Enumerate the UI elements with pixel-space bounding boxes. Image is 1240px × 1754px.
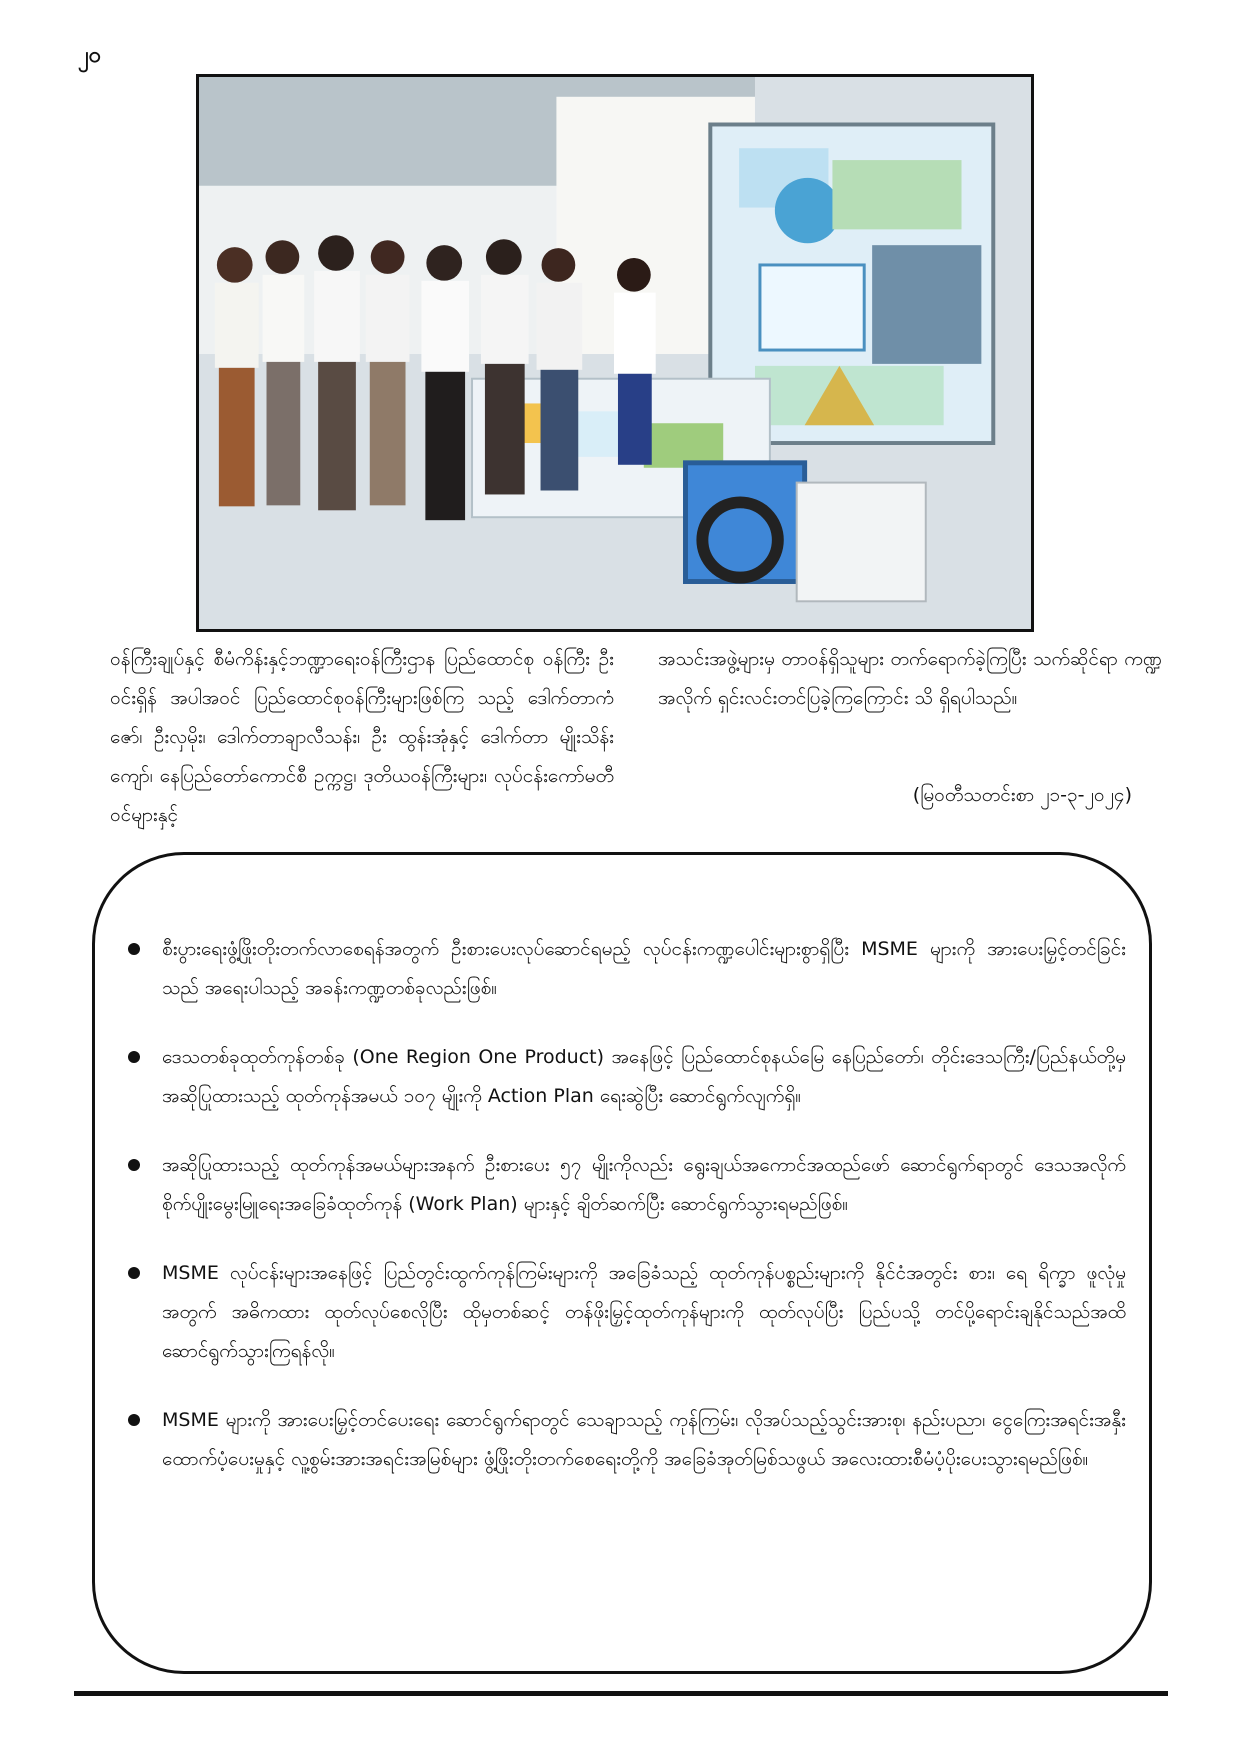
attendee-longyi <box>318 362 356 510</box>
bullet-icon <box>128 1267 140 1279</box>
attendee-shirt <box>215 283 259 368</box>
bullet-text: စီးပွားရေးဖွံ့ဖြိုးတိုးတက်လာစေရန်အတွက် ဦးစားပေးလုပ်ဆောင်ရမည့် လုပ်ငန်းကဏ္ဍပေါင်းများစွာရှိပြီး MSME များကို အားပေးမြှင့်တင်ခြင်းသည် အရေးပါသည့် အခန်းကဏ္ဍတစ်ခုလည်းဖြစ်။ <box>162 938 1126 999</box>
caption-source: (မြဝတီသတင်းစာ ၂၁-၃-၂၀၂၄) <box>912 784 1132 806</box>
attendee-head <box>617 258 651 292</box>
bullet-item <box>118 1146 1126 1224</box>
screen-circle <box>775 178 841 243</box>
attendee-longyi <box>267 362 301 505</box>
bullet-icon <box>128 1414 140 1426</box>
attendee-longyi <box>370 362 406 505</box>
attendee-shirt <box>421 281 469 372</box>
bullet-text: အဆိုပြုထားသည့် ထုတ်ကုန်အမယ်များအနက် ဦးစားပေး ၅၇ မျိုးကိုလည်း ရွေးချယ်အကောင်အထည်ဖော် ဆောင်ရွက်ရာတွင် ဒေသအလိုက် စိုက်ပျိုးမွေးမြူရေးအခြေခံထုတ်ကုန် (Work Plan) များနှင့် ချိတ်ဆက်ပြီး ဆောင်ရွက်သွားရမည်ဖြစ်။ <box>162 1154 1126 1215</box>
bullet-item <box>118 1038 1126 1116</box>
attendee-shirt <box>366 275 410 362</box>
attendee-skirt <box>618 374 652 465</box>
attendee-shirt <box>481 275 529 364</box>
bullet-item <box>118 930 1126 1008</box>
bullet-icon <box>128 943 140 955</box>
attendee-head <box>542 248 576 282</box>
bullet-item <box>118 1254 1126 1371</box>
bullet-icon <box>128 1051 140 1063</box>
screen-photo-panel <box>872 245 981 364</box>
display-board <box>797 483 926 602</box>
bullet-text: MSME များကို အားပေးမြှင့်တင်ပေးရေး ဆောင်ရွက်ရာတွင် သေချာသည့် ကုန်ကြမ်း၊ လိုအပ်သည့်သွင်းအားစု၊ နည်းပညာ၊ ငွေကြေးအရင်းအနှီး ထောက်ပံ့ပေးမှုနှင့် လူ့စွမ်းအားအရင်းအမြစ်များ ဖွံ့ဖြိုးတိုးတက်စေရေးတို့ကို အခြေခံအုတ်မြစ်သဖွယ် အလေးထားစီမံပံ့ပိုးပေးသွားရမည်ဖြစ်။ <box>162 1409 1126 1470</box>
attendee-shirt <box>314 271 360 362</box>
attendee-head <box>318 235 354 271</box>
bullet-text: MSME လုပ်ငန်းများအနေဖြင့် ပြည်တွင်းထွက်ကုန်ကြမ်းများကို အခြေခံသည့် ထုတ်ကုန်ပစ္စည်းများကို နိုင်ငံအတွင်း စား၊ ရေ ရိက္ခာ ဖူလုံမှုအတွက် အဓိကထား ထုတ်လုပ်စေလိုပြီး ထိုမှတစ်ဆင့် တန်ဖိုးမြှင့်ထုတ်ကုန်များကို ထုတ်လုပ်ပြီး ပြည်ပသို့ တင်ပို့ရောင်းချနိုင်သည်အထိ ဆောင်ရွက်သွားကြရန်လို။ <box>162 1262 1126 1362</box>
attendee-longyi <box>485 364 525 495</box>
attendee-skirt <box>541 370 579 491</box>
attendee-longyi <box>219 368 255 506</box>
screen-panel <box>760 265 864 350</box>
bullet-item <box>118 1401 1126 1479</box>
attendee-shirt <box>614 293 656 374</box>
screen-panel <box>832 160 961 229</box>
attendee-head <box>486 239 522 275</box>
caption-right-column: အသင်းအဖွဲ့များမှ တာဝန်ရှိသူများ တက်ရောက်ခဲ့ကြပြီး သက်ဆိုင်ရာ ကဏ္ဍအလိုက် ရှင်းလင်းတင်ပြခဲ့ကြကြောင်း သိ ရှိရပါသည်။ <box>658 648 1162 709</box>
bottom-rule <box>74 1691 1168 1696</box>
caption-left-column: ဝန်ကြီးချုပ်နှင့် စီမံကိန်းနှင့်ဘဏ္ဍာရေးဝန်ကြီးဌာန ပြည်ထောင်စု ဝန်ကြီး ဦးဝင်းရှိန် အပါအဝင် ပြည်ထောင်စုဝန်ကြီးများဖြစ်ကြ သည့် ဒေါက်တာကံဇော်၊ ဦးလှမိုး၊ ဒေါက်တာချာလီသန်း၊ ဦး ထွန်းအုံနှင့် ဒေါက်တာ မျိုးသိန်းကျော်၊ နေပြည်တော်ကောင်စီ ဥက္ကဋ္ဌ၊ ဒုတိယဝန်ကြီးများ၊ လုပ်ငန်းကော်မတီဝင်များနှင့် <box>110 648 614 826</box>
bullet-icon <box>128 1159 140 1171</box>
bullet-list <box>118 930 1126 1509</box>
event-photo-illustration <box>199 77 1031 629</box>
attendee-shirt <box>263 275 305 362</box>
attendee-head <box>217 247 253 283</box>
attendee-longyi <box>425 372 465 520</box>
bullet-text: ဒေသတစ်ခုထုတ်ကုန်တစ်ခု (One Region One Product) အနေဖြင့် ပြည်ထောင်စုနယ်မြေ နေပြည်တော်၊ တိုင်းဒေသကြီး/ပြည်နယ်တို့မှ အဆိုပြုထားသည့် ထုတ်ကုန်အမယ် ၁၀၇ မျိုးကို Action Plan ရေးဆွဲပြီး ဆောင်ရွက်လျက်ရှိ။ <box>162 1046 1126 1107</box>
event-photo <box>196 74 1034 632</box>
attendee-head <box>371 240 405 274</box>
attendee-head <box>426 245 462 281</box>
attendee-head <box>266 240 300 274</box>
page-number: ၂၀ <box>78 43 102 68</box>
attendee-shirt <box>537 283 583 370</box>
